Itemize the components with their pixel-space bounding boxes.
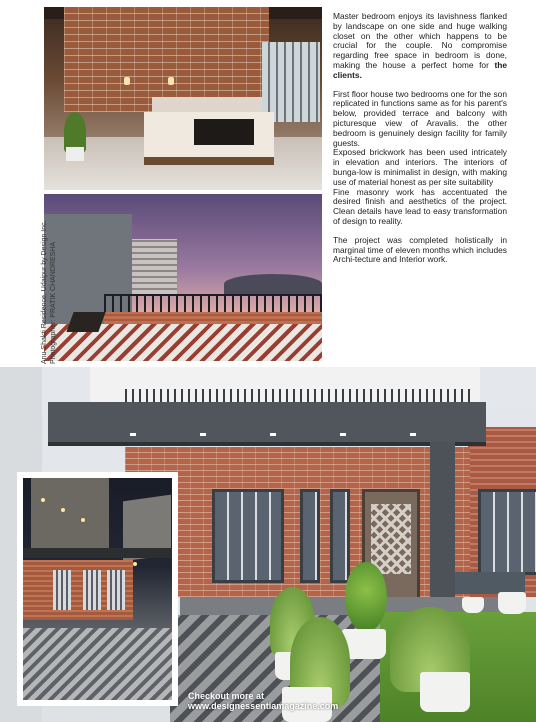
window xyxy=(107,570,125,610)
paragraph: Exposed brickwork has been used intricately in elevation and interiors. The interiors of bunga-low is minimalist in design, with making use of material honest as per site suitability xyxy=(333,147,507,187)
support-column xyxy=(430,442,455,602)
checkout-line: Checkout more at xyxy=(188,691,265,701)
canopy-light xyxy=(340,433,346,436)
balcony-band xyxy=(23,548,172,558)
canopy-light xyxy=(270,433,276,436)
pendant-lamp xyxy=(124,77,130,85)
website-url[interactable]: www.designessentiamagazine.com xyxy=(188,701,339,711)
wall-light xyxy=(61,508,65,512)
shrub xyxy=(345,562,387,632)
checkout-caption xyxy=(188,691,378,711)
plant xyxy=(64,112,86,152)
planter-box xyxy=(455,572,525,594)
paragraph: First floor house two bedrooms one for the son replicated in functions same as for his parent's below, provided terrace and balcony with picturesque view of Aravalis. the other bedroom is genuinely design facility for family guests. xyxy=(333,88,507,148)
facade-slit-window xyxy=(330,489,350,583)
credit-line-photographer: Photographer: PRATIK CHANDRESHA xyxy=(50,241,57,364)
terrace-photo xyxy=(44,194,322,361)
side-window xyxy=(478,489,536,575)
zigzag-paving xyxy=(23,628,172,700)
paragraph xyxy=(333,12,507,81)
canopy-light xyxy=(200,433,206,436)
canopy-light xyxy=(410,433,416,436)
plant-pot xyxy=(420,672,470,712)
paragraph-bold-text: the clients. xyxy=(333,59,508,80)
facade-slit-window xyxy=(300,489,320,583)
canopy-light xyxy=(130,433,136,436)
pendant-lamp xyxy=(168,77,174,85)
window xyxy=(53,570,71,610)
wall-light xyxy=(133,562,137,566)
bed-throw xyxy=(194,119,254,145)
bedroom-photo xyxy=(44,7,322,190)
apartment-tower xyxy=(132,239,177,294)
paragraph: Fine masonry work has accentuated the desired finish and aesthetics of the project. Clean details have lead to easy transformation of design to reality. xyxy=(333,186,507,226)
night-exterior-photo xyxy=(23,478,172,700)
paragraph-text: Master bedroom enjoys its lavishness flanked by landscape on one side and huge walking closet on the other which happens to be crucial for the couple. No compromise regarding free space in bedroom is done, making the house a perfect home for xyxy=(333,11,507,70)
wall-light xyxy=(81,518,85,522)
terrace-railing xyxy=(104,294,322,314)
plant-pot xyxy=(462,597,484,613)
credit-line-project: Anu Shakti Residence, Udaipur by Design Inc. xyxy=(41,220,48,364)
wall-light xyxy=(41,498,45,502)
paragraph: The project was completed holistically in marginal time of eleven months which includes Archi-tecture and Interior work. xyxy=(333,234,507,265)
photo-credit xyxy=(40,164,58,364)
bedroom-window xyxy=(262,42,320,122)
balcony-railing xyxy=(125,389,470,403)
plant-pot xyxy=(66,147,84,161)
upper-wall xyxy=(31,478,109,558)
article-text xyxy=(333,12,507,265)
window xyxy=(83,570,101,610)
inset-photo-frame xyxy=(17,472,178,706)
door-lattice xyxy=(371,504,411,574)
facade-window xyxy=(212,489,284,583)
plant-pot xyxy=(498,592,526,614)
hills xyxy=(224,274,322,294)
entrance-canopy xyxy=(48,402,486,446)
